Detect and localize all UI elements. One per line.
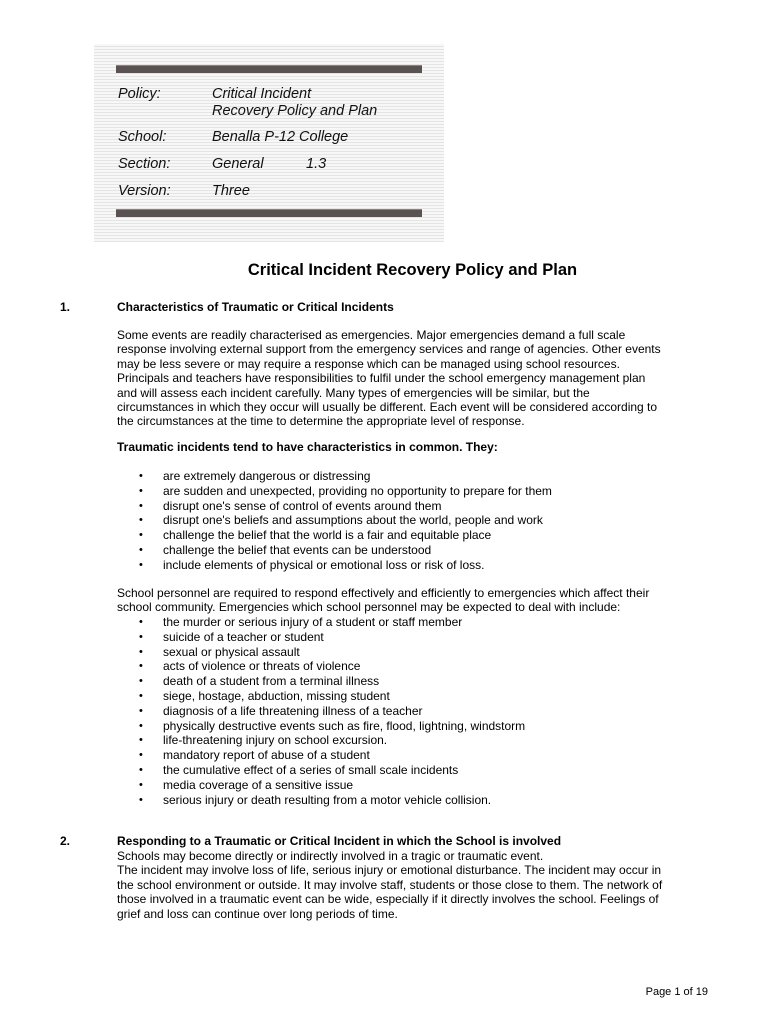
section-1-heading: Characteristics of Traumatic or Critical Incidents <box>117 300 394 314</box>
section-2-number: 2. <box>60 834 71 848</box>
list-item: • the murder or serious injury of a student or staff member <box>117 615 525 630</box>
list-item: • sexual or physical assault <box>117 645 525 660</box>
intro-line: Principals and teachers have responsibilities to fulfil under the school emergency management plan <box>117 371 646 386</box>
policy-value-line1: Critical Incident <box>212 86 312 102</box>
list-item: • siege, hostage, abduction, missing student <box>117 689 525 704</box>
list-item: • are sudden and unexpected, providing no opportunity to prepare for them <box>117 484 552 499</box>
body-line: those involved in a traumatic event can be wide, especially if it directly involves the school. Feelings of <box>117 892 659 907</box>
list-item: • include elements of physical or emotional loss or risk of loss. <box>117 558 552 573</box>
list-item: • diagnosis of a life threatening illness of a teacher <box>117 704 525 719</box>
header-bottom-rule <box>116 209 422 217</box>
personnel-line: School personnel are required to respond effectively and efficiently to emergencies which affect their <box>117 586 650 600</box>
section-2-body <box>117 849 717 921</box>
school-label: School: <box>118 129 167 145</box>
personnel-line: school community. Emergencies which school personnel may be expected to deal with include: <box>117 600 621 615</box>
intro-line: may be less severe or may require a response which can be managed using school resources. <box>117 356 620 371</box>
section-2-heading: Responding to a Traumatic or Critical Incident in which the School is involved <box>117 834 562 848</box>
body-line: The incident may involve loss of life, serious injury or emotional disturbance. The incident may occur in <box>117 863 662 878</box>
body-line: the school environment or outside. It may involve staff, students or those close to them. The network of <box>117 877 663 892</box>
list-item: • challenge the belief that events can be understood <box>117 543 552 558</box>
list-item: • serious injury or death resulting from a motor vehicle collision. <box>117 793 525 808</box>
intro-line: the circumstances at the time to determine the appropriate level of response. <box>117 414 525 429</box>
version-label: Version: <box>118 183 171 199</box>
body-line: grief and loss can continue over long periods of time. <box>117 906 398 921</box>
section-label: Section: <box>118 156 171 172</box>
intro-line: and will assess each incident carefully. Many types of emergencies will be similar, but the <box>117 385 590 400</box>
list-item: • are extremely dangerous or distressing <box>117 469 552 484</box>
list-item: • disrupt one's beliefs and assumptions about the world, people and work <box>117 513 552 528</box>
intro-line: Some events are readily characterised as emergencies. Major emergencies demand a full scale <box>117 328 626 342</box>
intro-line: response involving external support from the emergency services and range of agencies. Other events <box>117 342 661 357</box>
characteristics-subheading: Traumatic incidents tend to have characteristics in common. They: <box>117 440 498 454</box>
list-item: • challenge the belief that the world is a fair and equitable place <box>117 528 552 543</box>
page-number: Page 1 of 19 <box>645 986 708 998</box>
intro-line: circumstances in which they occur will usually be different. Each event will be considered according to <box>117 400 658 415</box>
list-item: • the cumulative effect of a series of small scale incidents <box>117 763 525 778</box>
list-item: • media coverage of a sensitive issue <box>117 778 525 793</box>
list-item: • death of a student from a terminal illness <box>117 674 525 689</box>
list-item: • acts of violence or threats of violence <box>117 659 525 674</box>
list-item: • disrupt one's sense of control of events around them <box>117 499 552 514</box>
list-item: • life-threatening injury on school excursion. <box>117 733 525 748</box>
policy-label: Policy: <box>118 86 161 102</box>
school-value: Benalla P-12 College <box>212 129 349 145</box>
section-number: 1.3 <box>306 156 327 172</box>
list-item: • mandatory report of abuse of a student <box>117 748 525 763</box>
document-title: Critical Incident Recovery Policy and Plan <box>247 261 578 279</box>
body-line: Schools may become directly or indirectly involved in a tragic or traumatic event. <box>117 849 544 863</box>
personnel-paragraph <box>117 586 717 615</box>
section-1-intro <box>117 328 717 429</box>
version-value: Three <box>212 183 250 199</box>
policy-value-line2: Recovery Policy and Plan <box>212 103 378 119</box>
header-top-rule <box>116 65 422 73</box>
characteristics-list <box>117 469 552 573</box>
list-item: • physically destructive events such as fire, flood, lightning, windstorm <box>117 719 525 734</box>
section-value: General <box>212 156 264 172</box>
emergencies-list <box>117 615 525 807</box>
list-item: • suicide of a teacher or student <box>117 630 525 645</box>
section-1-number: 1. <box>60 300 71 314</box>
